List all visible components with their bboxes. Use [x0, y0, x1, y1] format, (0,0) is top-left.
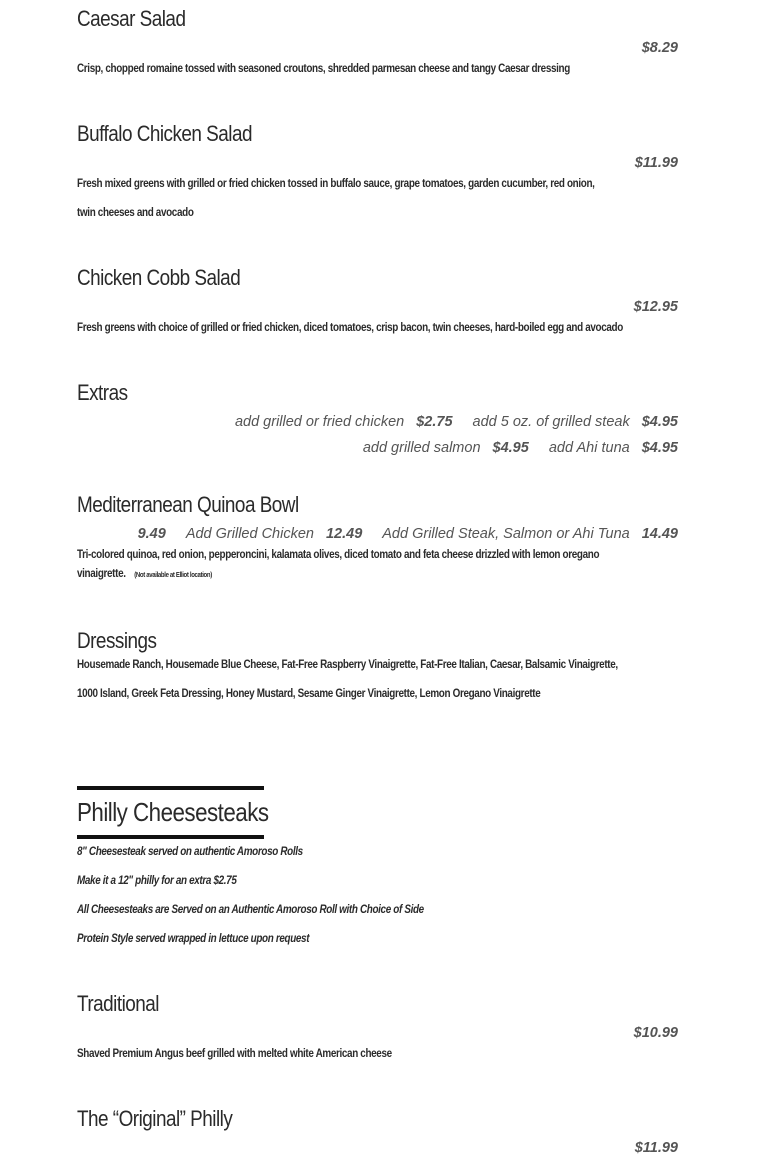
quinoa-price-row	[138, 526, 678, 542]
philly-note: Make it a 12" philly for an extra $2.75	[77, 875, 237, 887]
menu-item-chicken-cobb-salad	[77, 265, 678, 334]
item-description-line: Tri-colored quinoa, red onion, pepperoncini, kalamata olives, diced tomato and feta cheese drizzled with lemon oregano	[77, 549, 600, 561]
philly-note: All Cheesesteaks are Served on an Authentic Amoroso Roll with Choice of Side	[77, 904, 424, 916]
menu-item-quinoa-bowl	[77, 492, 678, 580]
section-title: Philly Cheesesteaks	[77, 797, 269, 827]
extra-price: $2.75	[416, 414, 453, 430]
item-price: $11.99	[634, 155, 678, 171]
item-description: Fresh greens with choice of grilled or fried chicken, diced tomatoes, crisp bacon, twin cheeses, hard-boiled egg and avocado	[77, 322, 623, 334]
item-price: $11.99	[634, 1140, 678, 1156]
extras-section	[77, 380, 678, 456]
philly-section-header	[77, 797, 678, 828]
dressings-list-line: 1000 Island, Greek Feta Dressing, Honey Mustard, Sesame Ginger Vinaigrette, Lemon Oregano Vinaigrette	[77, 688, 541, 700]
extra-label: add grilled salmon	[362, 440, 481, 456]
dressings-title: Dressings	[77, 628, 157, 653]
item-description: Shaved Premium Angus beef grilled with melted white American cheese	[77, 1048, 392, 1060]
item-price: $10.99	[633, 1025, 678, 1041]
section-rule-top	[77, 786, 264, 790]
extra-price: $4.95	[641, 414, 678, 430]
option-label: Add Grilled Chicken	[185, 526, 314, 542]
extras-row-1	[235, 414, 678, 430]
item-price: $8.29	[641, 40, 678, 56]
item-description-end: vinaigrette.	[77, 568, 126, 580]
menu-item-original-philly	[77, 1106, 678, 1156]
extra-label: add grilled or fried chicken	[234, 414, 405, 430]
extra-price: $4.95	[641, 440, 678, 456]
item-title: Mediterranean Quinoa Bowl	[77, 492, 299, 517]
item-title: Caesar Salad	[77, 6, 186, 31]
option-price: 12.49	[325, 526, 363, 542]
item-title: Buffalo Chicken Salad	[77, 121, 252, 146]
extra-price: $4.95	[492, 440, 529, 456]
section-rule-bottom	[77, 835, 264, 839]
item-title: The “Original” Philly	[77, 1106, 233, 1131]
option-label: Add Grilled Steak, Salmon or Ahi Tuna	[382, 526, 630, 542]
item-description-line: Fresh mixed greens with grilled or fried chicken tossed in buffalo sauce, grape tomatoes, garden cucumber, red onion,	[77, 178, 595, 190]
dressings-section	[77, 628, 678, 700]
menu-item-caesar-salad	[77, 6, 678, 75]
item-title: Chicken Cobb Salad	[77, 265, 241, 290]
item-description-line: twin cheeses and avocado	[77, 207, 194, 219]
menu-item-buffalo-chicken-salad	[77, 121, 678, 219]
base-price: 9.49	[137, 526, 166, 542]
item-title: Traditional	[77, 991, 159, 1016]
extras-title: Extras	[77, 380, 128, 405]
availability-note: (Not available at Elliot location)	[134, 572, 212, 579]
item-price: $12.95	[633, 299, 678, 315]
philly-note: Protein Style served wrapped in lettuce upon request	[77, 933, 310, 945]
philly-note: 8" Cheesesteak served on authentic Amoroso Rolls	[77, 846, 303, 858]
item-description-line	[77, 568, 677, 580]
dressings-list-line: Housemade Ranch, Housemade Blue Cheese, Fat-Free Raspberry Vinaigrette, Fat-Free Italian, Caesar, Balsamic Vinaigrette,	[77, 659, 618, 671]
option-price: 14.49	[641, 526, 678, 542]
extras-row-2	[363, 440, 678, 456]
item-description: Crisp, chopped romaine tossed with seasoned croutons, shredded parmesan cheese and tangy Caesar dressing	[77, 63, 570, 75]
menu-item-traditional	[77, 991, 678, 1060]
extra-label: add 5 oz. of grilled steak	[472, 414, 630, 430]
extra-label: add Ahi tuna	[548, 440, 630, 456]
